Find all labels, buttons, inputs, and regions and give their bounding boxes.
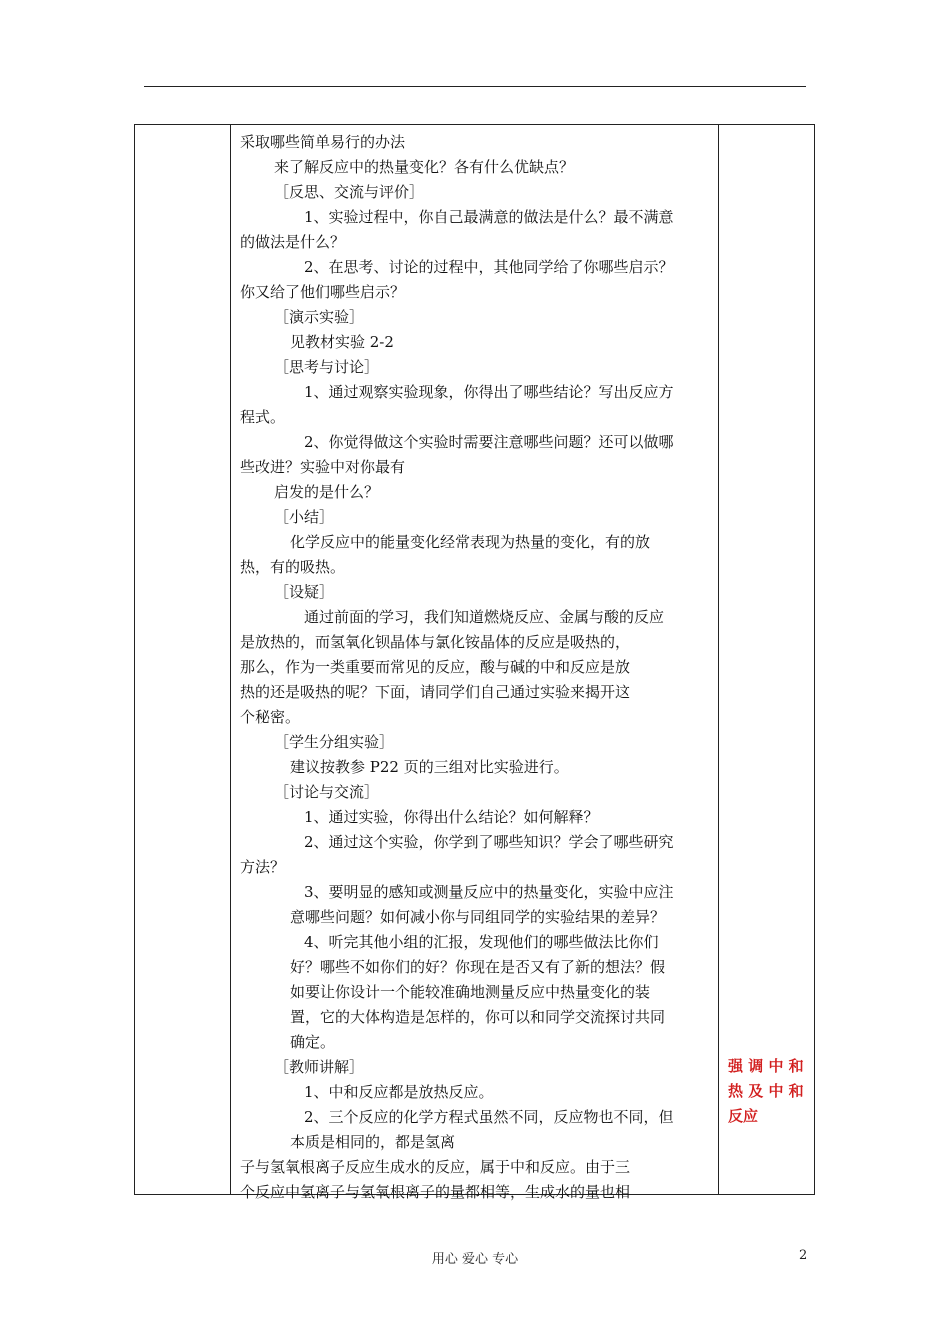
margin-note [728, 1054, 808, 1129]
lesson-content [240, 130, 712, 1205]
note-line: 热 及 中 和 [728, 1082, 804, 1100]
text-line: 建议按教参 P22 页的三组对比实验进行。 [290, 758, 569, 776]
text-line: 你又给了他们哪些启示？ [240, 283, 406, 301]
footer-slogan: 用心 爱心 专心 [431, 1252, 519, 1267]
section-heading: ［讨论与交流］ [274, 783, 380, 801]
text-line: 那么，作为一类重要而常见的反应，酸与碱的中和反应是放 [240, 658, 631, 676]
text-line: 好？哪些不如你们的好？你现在是否又有了新的想法？假 [290, 958, 666, 976]
text-line: 2、在思考、讨论的过程中，其他同学给了你哪些启示？ [304, 258, 674, 276]
note-line: 强 调 中 和 [728, 1057, 804, 1075]
text-line: 个反应中氢离子与氢氧根离子的量都相等，生成水的量也相 [240, 1183, 631, 1201]
text-line: 置，它的大体构造是怎样的，你可以和同学交流探讨共同 [290, 1008, 666, 1026]
header-rule [144, 86, 806, 87]
text-line: 来了解反应中的热量变化？各有什么优缺点？ [274, 158, 575, 176]
section-heading: ［反思、交流与评价］ [274, 183, 425, 201]
text-line: 方法？ [240, 858, 286, 876]
text-line: 2、你觉得做这个实验时需要注意哪些问题？还可以做哪 [304, 433, 674, 451]
text-line: 意哪些问题？如何减小你与同组同学的实验结果的差异？ [290, 908, 666, 926]
section-heading: ［学生分组实验］ [274, 733, 395, 751]
text-line: 通过前面的学习，我们知道燃烧反应、金属与酸的反应 [304, 608, 665, 626]
text-line: 1、中和反应都是放热反应。 [304, 1083, 494, 1101]
text-line: 2、通过这个实验，你学到了哪些知识？学会了哪些研究 [304, 833, 674, 851]
text-line: 如要让你设计一个能较准确地测量反应中热量变化的装 [290, 983, 651, 1001]
text-line: 3、要明显的感知或测量反应中的热量变化，实验中应注 [304, 883, 674, 901]
section-heading: ［教师讲解］ [274, 1058, 365, 1076]
text-line: 1、通过观察实验现象，你得出了哪些结论？写出反应方 [304, 383, 674, 401]
text-line: 子与氢氧根离子反应生成水的反应，属于中和反应。由于三 [240, 1158, 631, 1176]
text-line: 确定。 [290, 1033, 336, 1051]
text-line: 1、通过实验，你得出什么结论？如何解释？ [304, 808, 599, 826]
section-heading: ［思考与讨论］ [274, 358, 380, 376]
text-line: 热的还是吸热的呢？下面，请同学们自己通过实验来揭开这 [240, 683, 631, 701]
text-line: 化学反应中的能量变化经常表现为热量的变化，有的放 [290, 533, 651, 551]
section-heading: ［设疑］ [274, 583, 335, 601]
text-line: 1、实验过程中，你自己最满意的做法是什么？最不满意 [304, 208, 674, 226]
text-line: 些改进？实验中对你最有 [240, 458, 406, 476]
text-line: 个秘密。 [240, 708, 301, 726]
text-line: 是放热的，而氢氧化钡晶体与氯化铵晶体的反应是吸热的， [240, 633, 631, 651]
text-line: 采取哪些简单易行的办法 [240, 133, 406, 151]
text-line: 2、三个反应的化学方程式虽然不同，反应物也不同，但 [304, 1108, 674, 1126]
section-heading: ［演示实验］ [274, 308, 365, 326]
text-line: 程式。 [240, 408, 286, 426]
text-line: 本质是相同的，都是氢离 [290, 1133, 456, 1151]
note-line: 反应 [728, 1107, 759, 1125]
text-line: 的做法是什么？ [240, 233, 346, 251]
text-line: 4、听完其他小组的汇报，发现他们的哪些做法比你们 [304, 933, 659, 951]
column-divider-left [230, 125, 231, 1194]
column-divider-right [718, 125, 719, 1194]
text-line: 见教材实验 2-2 [290, 333, 394, 351]
page-number: 2 [799, 1248, 808, 1263]
text-line: 热，有的吸热。 [240, 558, 346, 576]
lesson-table [134, 124, 815, 1201]
section-heading: ［小结］ [274, 508, 335, 526]
text-line: 启发的是什么？ [274, 483, 380, 501]
